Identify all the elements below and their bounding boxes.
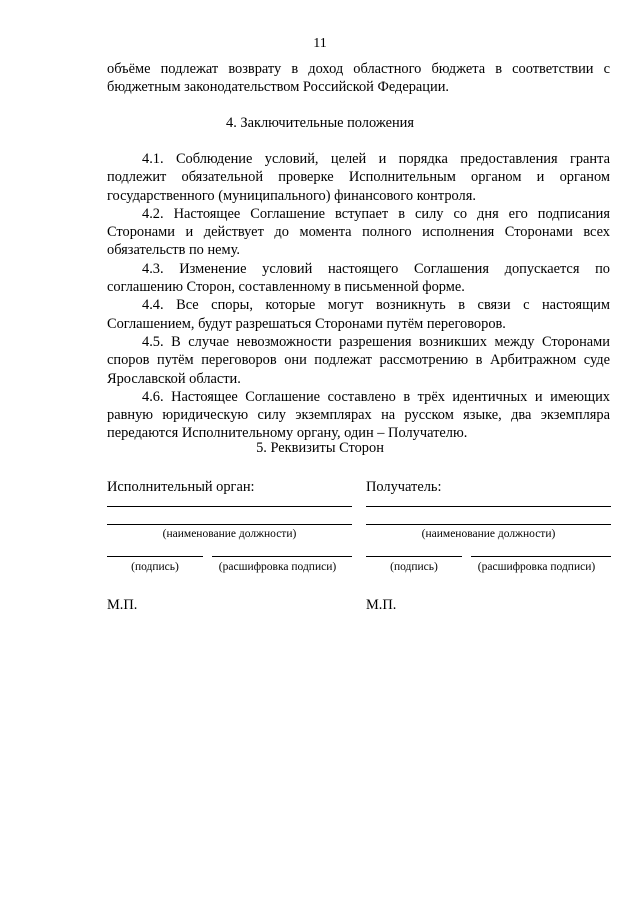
- signature-captions: [366, 561, 611, 573]
- decode-caption: (расшифровка подписи): [218, 561, 337, 573]
- signature-line: [366, 524, 611, 525]
- section-4-clauses: [107, 150, 610, 443]
- signature-captions: [107, 561, 352, 573]
- section-5-heading: 5. Реквизиты Сторон: [256, 440, 384, 456]
- seal-mark: М.П.: [107, 597, 138, 613]
- party-label: Исполнительный орган:: [107, 479, 255, 495]
- seal-mark: М.П.: [366, 597, 397, 613]
- clause-4-5: 4.5. В случае невозможности разрешения возникших между Сторонами споров путём переговоров они подлежат рассмотрению в Арбитражном суде Ярославской области.: [107, 333, 610, 387]
- intro-text: объёме подлежат возврату в доход областного бюджета в соответствии с бюджетным законодательством Российской Федерации.: [107, 61, 610, 96]
- clause-4-4: 4.4. Все споры, которые могут возникнуть в связи с настоящим Соглашением, будут разрешаться Сторонами путём переговоров.: [107, 297, 610, 332]
- clause-4-2: 4.2. Настоящее Соглашение вступает в силу со дня его подписания Сторонами и действует до момента полного исполнения Сторонами всех обязательств по нему.: [107, 205, 610, 259]
- signature-lines: [366, 556, 611, 557]
- signature-caption: (подпись): [131, 561, 179, 573]
- signature-line: [366, 556, 462, 557]
- decode-caption: (расшифровка подписи): [477, 561, 596, 573]
- signature-line: [366, 506, 611, 507]
- position-caption: (наименование должности): [162, 528, 297, 540]
- clause-4-3: 4.3. Изменение условий настоящего Соглашения допускается по соглашению Сторон, составленному в письменной форме.: [107, 260, 610, 296]
- signature-line: [107, 524, 352, 525]
- signature-lines: [107, 556, 352, 557]
- signature-block-executive: [107, 478, 352, 614]
- party-label: Получатель:: [366, 479, 442, 495]
- section-4-heading: 4. Заключительные положения: [226, 115, 414, 131]
- signature-block-recipient: [366, 478, 611, 614]
- signature-line: [107, 506, 352, 507]
- signature-line: [107, 556, 203, 557]
- clause-4-1: 4.1. Соблюдение условий, целей и порядка предоставления гранта подлежит обязательной проверке Исполнительным органом и органом государственного (муниципального) финансового контроля.: [107, 151, 610, 204]
- clause-4-6: 4.6. Настоящее Соглашение составлено в трёх идентичных и имеющих равную юридическую силу экземплярах на русском языке, два экземпляра передаются Исполнительному органу, один – Получателю.: [107, 388, 610, 442]
- position-caption: (наименование должности): [421, 528, 556, 540]
- decode-line: [471, 556, 611, 557]
- page-number: 11: [313, 36, 327, 51]
- decode-line: [212, 556, 352, 557]
- signature-caption: (подпись): [390, 561, 438, 573]
- intro-paragraph: [107, 60, 610, 97]
